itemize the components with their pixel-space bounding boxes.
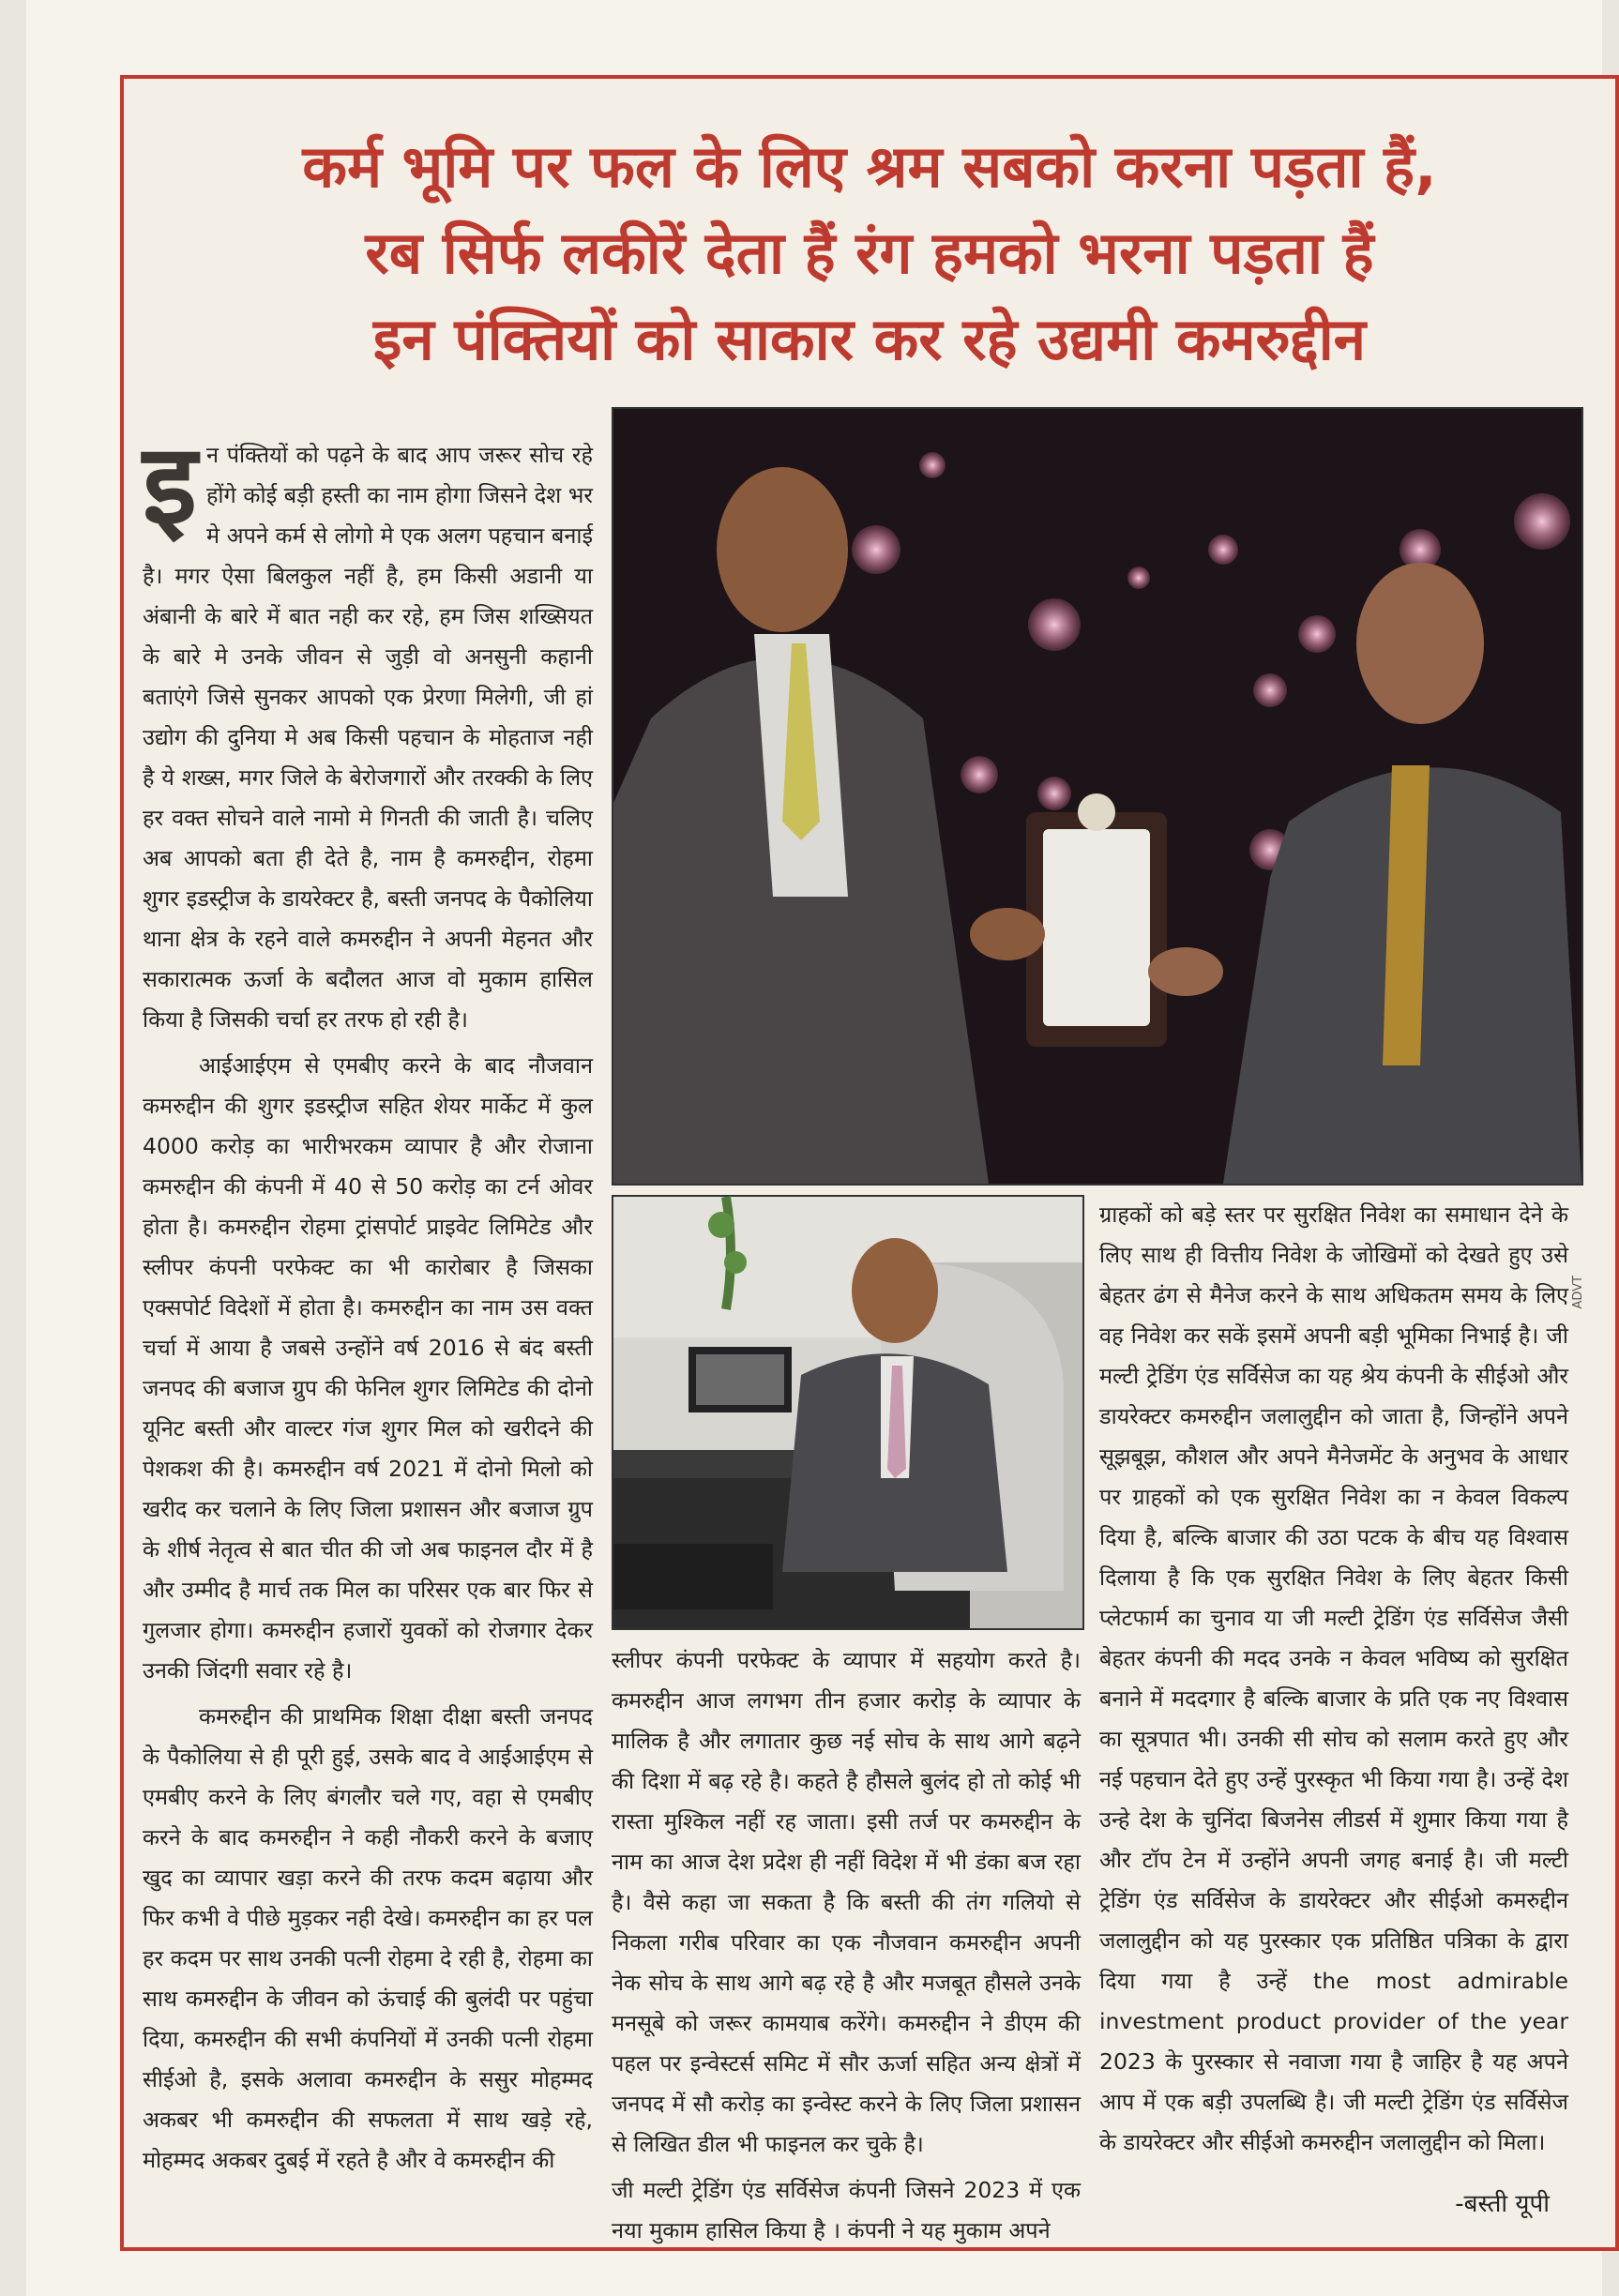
award-photo [612, 407, 1583, 1186]
paragraph-3: कमरुद्दीन की प्राथमिक शिक्षा दीक्षा बस्ती जनपद के पैकोलिया से ही पूरी हुई, उसके बाद वे आईआईएम से एमबीए करने के लिए बंगलौर चले गए, वहा से एमबीए करने के बाद कमरुद्दीन ने कही नौकरी करने के बजाए खुद का व्यापार खड़ा करने की तरफ कदम बढ़ाया और फिर कभी वे पीछे मुड़कर नही देखे। कमरुद्दीन का हर पल हर कदम पर साथ उनकी पत्नी रोहमा दे रही है, रोहमा का साथ कमरुद्दीन के जीवन को ऊंचाई की बुलंदी पर पहुंचा दिया, कमरुद्दीन की सभी कंपनियों में उनकी पत्नी रोहमा सीईओ है, इसके अलावा कमरुद्दीन के ससुर मोहम्मद अकबर भी कमरुद्दीन की सफलता में साथ खड़े रहे, मोहम्मद अकबर दुबई में रहते है और वे कमरुद्दीन की [143, 1703, 593, 2173]
paragraph-2: आईआईएम से एमबीए करने के बाद नौजवान कमरुद्दीन की शुगर इडस्ट्रीज सहित शेयर मार्केट में कुल 4000 करोड़ का भारीभरकम व्यापार है और रोजाना कमरुद्दीन की कंपनी में 40 से 50 करोड़ का टर्न ओवर होता है। कमरुद्दीन रोहमा ट्रांसपोर्ट प्राइवेट लिमिटेड और स्लीपर कंपनी परफेक्ट का भी कारोबार है जिसका एक्सपोर्ट विदेशों में होता है। कमरुद्दीन का नाम उस वक्त चर्चा में आया है जबसे उन्होंने वर्ष 2016 से बंद बस्ती जनपद की बजाज ग्रुप की फेनिल शुगर लिमिटेड की दोनो यूनिट बस्ती और वाल्टर गंज शुगर मिल को खरीदने की पेशकश की है। कमरुद्दीन वर्ष 2021 में दोनो मिलो को खरीद कर चलाने के लिए जिला प्रशासन और बजाज ग्रुप के शीर्ष नेतृत्व से बात चीत की जो अब फाइनल दौर में है और उम्मीद है मार्च तक मिल का परिसर एक बार फिर से गुलजार होगा। कमरुद्दीन हजारों युवकों को रोजगार देकर उनकी जिंदगी सवार रहे है। [143, 1052, 593, 1684]
headline-line-1: कर्म भूमि पर फल के लिए श्रम सबको करना पड़ता हैं, [302, 132, 1437, 201]
headline [124, 124, 1615, 383]
byline-signature: -बस्ती यूपी [1455, 2190, 1550, 2218]
newspaper-sheet [26, 0, 1602, 2296]
dropcap: इ [143, 418, 197, 549]
headline-line-2: रब सिर्फ लकीरें देता हैं रंग हमको भरना पड़ता हैं [365, 219, 1374, 287]
column-3 [1099, 1195, 1568, 2189]
column-2 [612, 1640, 1081, 2243]
paragraph-1: इन पंक्तियों को पढ़ने के बाद आप जरूर सोच रहे होंगे कोई बड़ी हस्ती का नाम होगा जिसने देश भर मे अपने कर्म से लोगो मे एक अलग पहचान बनाई है। मगर ऐसा बिलकुल नहीं है, हम किसी अडानी या अंबानी के बारे में बात नही कर रहे, हम जिस शख्सियत के बारे मे उनके जीवन से जुड़ी वो अनसुनी कहानी बताएंगे जिसे सुनकर आपको एक प्रेरणा मिलेगी, जी हां उद्योग की दुनिया मे अब किसी पहचान के मोहताज नही है ये शख्स, मगर जिले के बेरोजगारों और तरक्की के लिए हर वक्त सोचने वाले नामो मे गिनती की जाती है। चलिए अब आपको बता ही देते है, नाम है कमरुद्दीन, रोहमा शुगर इडस्ट्रीज के डायरेक्टर है, बस्ती जनपद के पैकोलिया थाना क्षेत्र के रहने वाले कमरुद्दीन ने अपनी मेहनत और सकारात्मक ऊर्जा के बदौलत आज वो मुकाम हासिल किया है जिसकी चर्चा हर तरफ हो रही है। [143, 418, 593, 1033]
advt-note: ADVT [1571, 1276, 1585, 1309]
office-photo [612, 1195, 1084, 1630]
column-1 [143, 418, 593, 2217]
article-frame [120, 75, 1619, 2251]
paragraph-5: जी मल्टी ट्रेडिंग एंड सर्विसेज कंपनी जिसने 2023 में एक नया मुकाम हासिल किया है । कंपनी ने यह मुकाम अपने [612, 2177, 1081, 2243]
paragraph-6: ग्राहकों को बड़े स्तर पर सुरक्षित निवेश का समाधान देने के लिए साथ ही वित्तीय निवेश के जोखिमों को देखते हुए उसे बेहतर ढंग से मैनेज करने के साथ अधिकतम समय के लिए वह निवेश कर सकें इसमें अपनी बड़ी भूमिका निभाई है। जी मल्टी ट्रेडिंग एंड सर्विसेज का यह श्रेय कंपनी के सीईओ और डायरेक्टर कमरुद्दीन जलालुद्दीन को जाता है, जिन्होंने अपने सूझबूझ, कौशल और अपने मैनेजमेंट के अनुभव के आधार पर ग्राहकों को एक सुरक्षित निवेश का न केवल विकल्प दिया है, बल्कि बाजार की उठा पटक के बीच यह विश्वास दिलाया है कि एक सुरक्षित निवेश के लिए बेहतर किसी प्लेटफार्म का चुनाव या जी मल्टी ट्रेडिंग एंड सर्विसेज जैसी बेहतर कंपनी की मदद उनके न केवल भविष्य को सुरक्षित बनाने में मददगार है बल्कि बाजार के प्रति एक नए विश्वास का सूत्रपात भी। उनकी सी सोच को सलाम करते हुए और नई पहचान देते हुए उन्हें पुरस्कृत भी किया गया है। उन्हें देश उन्हे देश के चुनिंदा बिजनेस लीडर्स में शुमार किया गया है और टॉप टेन में उन्होंने अपनी जगह बनाई है। जी मल्टी ट्रेडिंग एंड सर्विसेज के डायरेक्टर और सीईओ कमरुद्दीन जलालुद्दीन को यह पुरस्कार एक प्रतिष्ठित पत्रिका के द्वारा दिया गया है उन्हें the most admirable investment product provider of the year 2023 के पुरस्कार से नवाजा गया है जाहिर है यह अपने आप में एक बड़ी उपलब्धि है। जी मल्टी ट्रेडिंग एंड सर्विसेज के डायरेक्टर और सीईओ कमरुद्दीन जलालुद्दीन को मिला। [1099, 1201, 1568, 2155]
headline-line-3: इन पंक्तियों को साकार कर रहे उद्यमी कमरुद्दीन [372, 305, 1367, 373]
paragraph-4: स्लीपर कंपनी परफेक्ट के व्यापार में सहयोग करते है। कमरुद्दीन आज लगभग तीन हजार करोड़ के व्यापार के मालिक है और लगातार कुछ नई सोच के साथ आगे बढ़ने की दिशा में बढ़ रहे है। कहते है हौसले बुलंद हो तो कोई भी रास्ता मुश्किल नहीं रह जाता। इसी तर्ज पर कमरुद्दीन के नाम का आज देश प्रदेश ही नहीं विदेश में भी डंका बज रहा है। वैसे कहा जा सकता है कि बस्ती की तंग गलियो से निकला गरीब परिवार का एक नौजवान कमरुद्दीन अपनी नेक सोच के साथ आगे बढ़ रहे है और मजबूत हौसले उनके मनसूबे को जरूर कामयाब करेंगे। कमरुद्दीन ने डीएम की पहल पर इन्वेस्टर्स समिट में सौर ऊर्जा सहित अन्य क्षेत्रों में जनपद में सौ करोड़ का इन्वेस्ट करने के लिए जिला प्रशासन से लिखित डील भी फाइनल कर चुके है। [612, 1647, 1081, 2157]
